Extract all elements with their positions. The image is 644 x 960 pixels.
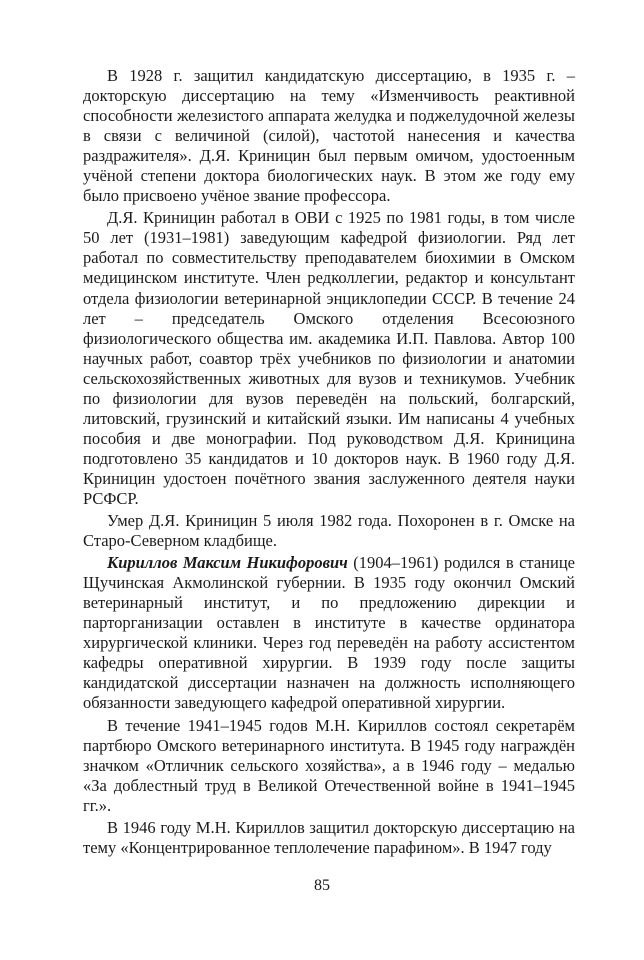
paragraph-kirillov-bio-text: (1904–1961) родился в станице Щучинская Акмолинской губернии. В 1935 году окончил Омский ветеринарный институт, и по предложению дирекции и парторганизации оставлен в институте в качестве ординатора хирургической клиники. Через год переведён на работу ассистентом кафедры оперативной хирургии. В 1939 году после защиты кандидатской диссертации назначен на должность исполняющего обязанности заведующего кафедрой оперативной хирургии. bbox=[83, 553, 575, 713]
paragraph-kirillov-bio bbox=[83, 553, 575, 713]
paragraph-party-secretary: В течение 1941–1945 годов М.Н. Кириллов состоял секретарём партбюро Омского ветеринарного института. В 1945 году награждён значком «Отличник сельского хозяйства», а в 1946 году – медалью «За доблестный труд в Великой Отечественной войне в 1941–1945 гг.». bbox=[83, 715, 575, 815]
body-text bbox=[83, 66, 575, 860]
page-number: 85 bbox=[314, 877, 330, 894]
paragraph-dissertation: В 1928 г. защитил кандидатскую диссертацию, в 1935 г. – докторскую диссертацию на тему «Изменчивость реактивной способности железистого аппарата желудка и поджелудочной железы в связи с величиной (силой), частотой нанесения и качества раздражителя». Д.Я. Криницин был первым омичом, удостоенным учёной степени доктора биологических наук. В этом же году ему было присвоено учёное звание профессора. bbox=[83, 66, 575, 206]
paragraph-death: Умер Д.Я. Криницин 5 июля 1982 года. Похоронен в г. Омске на Старо-Северном кладбище. bbox=[83, 511, 575, 551]
paragraph-doctoral-thesis: В 1946 году М.Н. Кириллов защитил докторскую диссертацию на тему «Концентрированное теплолечение парафином». В 1947 году bbox=[83, 817, 575, 857]
person-name-heading: Кириллов Максим Никифорович bbox=[107, 553, 348, 573]
paragraph-ovi-career: Д.Я. Криницин работал в ОВИ с 1925 по 1981 годы, в том числе 50 лет (1931–1981) заведующим кафедрой физиологии. Ряд лет работал по совместительству преподавателем биохимии в Омском медицинском институте. Член редколлегии, редактор и консультант отдела физиологии ветеринарной энциклопедии СССР. В течение 24 лет – председатель Омского отделения Всесоюзного физиологического общества им. академика И.П. Павлова. Автор 100 научных работ, соавтор трёх учебников по физиологии и анатомии сельскохозяйственных животных для вузов и техникумов. Учебник по физиологии для вузов переведён на польский, болгарский, литовский, грузинский и китайский языки. Им написаны 4 учебных пособия и две монографии. Под руководством Д.Я. Криницина подготовлено 35 кандидатов и 10 докторов наук. В 1960 году Д.Я. Криницин удостоен почётного звания заслуженного деятеля науки РСФСР. bbox=[83, 208, 575, 508]
